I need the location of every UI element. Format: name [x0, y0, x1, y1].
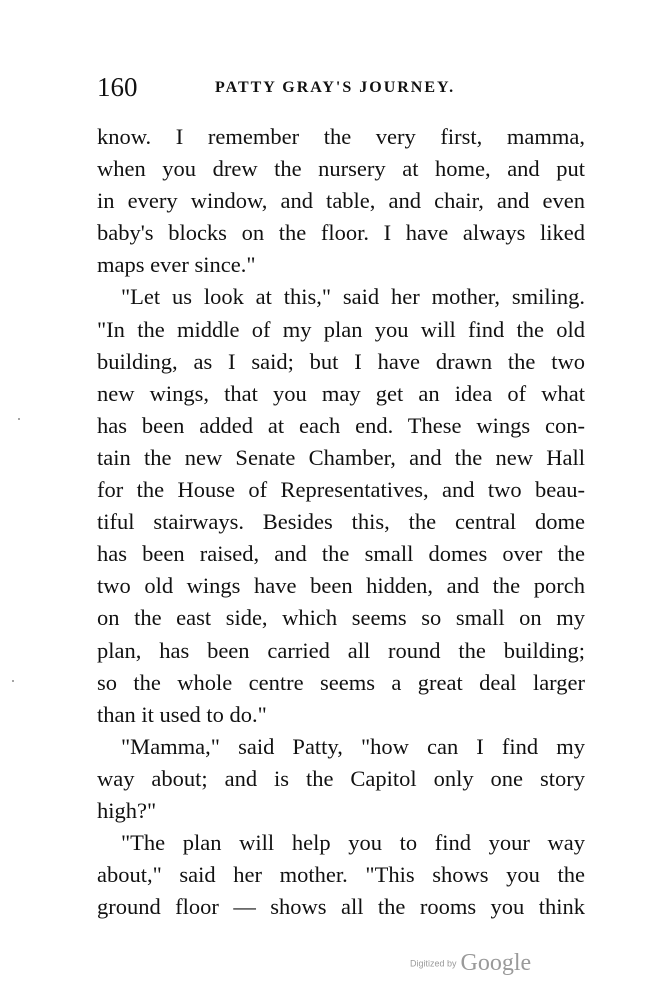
text-line: has been raised, and the small domes over the — [97, 541, 585, 567]
text-line: when you drew the nursery at home, and put — [97, 156, 585, 182]
text-line: way about; and is the Capitol only one story — [97, 765, 585, 791]
text-line: maps ever since." — [97, 252, 256, 278]
text-line: tiful stairways. Besides this, the central dome — [97, 509, 585, 535]
text-line: on the east side, which seems so small on my — [97, 605, 585, 631]
text-line: has been added at each end. These wings con- — [97, 412, 585, 438]
text-line: building, as I said; but I have drawn the two — [97, 348, 585, 374]
text-line: ground floor — shows all the rooms you think — [97, 894, 585, 920]
text-line: "The plan will help you to find your way — [121, 830, 585, 856]
paper-speck — [18, 418, 20, 420]
text-line: know. I remember the very first, mamma, — [97, 124, 585, 149]
text-line: "In the middle of my plan you will find the old — [97, 316, 585, 342]
google-logo: Google — [460, 950, 532, 976]
text-line: baby's blocks on the floor. I have always liked — [97, 220, 585, 246]
text-line: new wings, that you may get an idea of what — [97, 380, 585, 406]
text-line: "Mamma," said Patty, "how can I find my — [121, 733, 585, 759]
text-line: two old wings have been hidden, and the porch — [97, 573, 585, 599]
text-line: plan, has been carried all round the building; — [97, 637, 585, 663]
page-number: 160 — [97, 72, 138, 102]
text-line: "Let us look at this," said her mother, smiling. — [121, 284, 585, 310]
running-head: PATTY GRAY'S JOURNEY. — [215, 79, 456, 96]
digitized-watermark — [410, 950, 531, 977]
text-line: tain the new Senate Chamber, and the new Hall — [97, 444, 585, 470]
page-header — [97, 72, 587, 102]
text-line: than it used to do." — [97, 701, 267, 727]
text-line: in every window, and table, and chair, and even — [97, 188, 585, 214]
text-line: for the House of Representatives, and two beau- — [97, 477, 585, 503]
text-line: high?" — [97, 797, 157, 823]
text-line: so the whole centre seems a great deal larger — [97, 669, 585, 695]
paper-speck — [12, 680, 14, 682]
watermark-prefix: Digitized by — [410, 958, 457, 969]
body-text — [97, 121, 585, 923]
text-line: about," said her mother. "This shows you the — [97, 862, 585, 888]
